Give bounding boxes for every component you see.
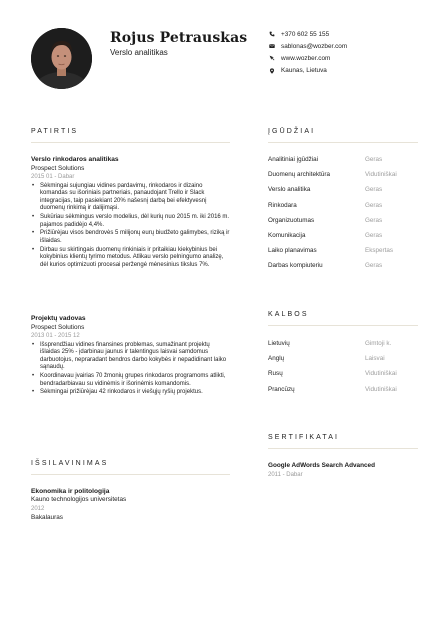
skill-row: [268, 243, 418, 258]
languages-list: [268, 336, 418, 397]
skill-name: Laiko planavimas: [268, 247, 317, 255]
language-row: [268, 382, 418, 397]
skill-level: Geras: [365, 262, 383, 270]
skill-level: Geras: [365, 232, 383, 240]
contact-email[interactable]: [268, 40, 347, 52]
email-icon: [268, 43, 275, 50]
candidate-role: Verslo analitikas: [110, 48, 168, 57]
certificate-date: 2011 - Dabar: [268, 471, 303, 478]
contact-location: [268, 65, 347, 77]
contact-phone-text: +370 602 55 155: [281, 30, 330, 38]
contact-website-text: www.wozber.com: [281, 54, 331, 62]
link-icon: [268, 55, 275, 62]
job-date: 2013 01 - 2015 12: [31, 332, 80, 339]
skill-level: Geras: [365, 156, 383, 164]
language-level: Vidutiniškai: [365, 370, 397, 378]
job-date: 2015 01 - Dabar: [31, 173, 75, 180]
language-level: Laisvai: [365, 355, 385, 363]
phone-icon: [268, 31, 275, 38]
skill-name: Analitiniai įgūdžiai: [268, 156, 319, 164]
certificates-heading: SERTIFIKATAI: [268, 434, 340, 441]
education-year: 2012: [31, 506, 45, 512]
language-row: [268, 336, 418, 351]
skill-row: [268, 258, 418, 273]
skill-row: [268, 152, 418, 167]
language-name: Rusų: [268, 370, 283, 378]
skill-level: Geras: [365, 201, 383, 209]
certificate-name: Google AdWords Search Advanced: [268, 462, 376, 469]
skill-row: [268, 213, 418, 228]
skill-level: Ekspertas: [365, 247, 393, 255]
job-bullet: • Sėkmingai prižiūrėjau 42 rinkodaros ir viešųjų ryšių projektus.: [31, 389, 231, 397]
job-bullet: • Sukūriau sėkmingus verslo modelius, dėl kurių nuo 2015 m. iki 2016 m. pajamos padidėjo 4,4%.: [31, 214, 231, 229]
language-name: Lietuvių: [268, 340, 290, 348]
job-title: Projektų vadovas: [31, 315, 86, 322]
job-title: Verslo rinkodaros analitikas: [31, 156, 119, 163]
experience-heading: PATIRTIS: [31, 128, 79, 135]
profile-photo: [31, 28, 92, 89]
job-bullets: [31, 183, 231, 270]
language-row: [268, 351, 418, 366]
skill-name: Rinkodara: [268, 201, 297, 209]
skill-name: Verslo analitika: [268, 186, 311, 194]
language-level: Gimtoji k.: [365, 340, 392, 348]
education-degree: Bakalauras: [31, 513, 63, 521]
education-divider: [31, 474, 230, 475]
skill-name: Komunikacija: [268, 232, 306, 240]
job-bullet: • Dirbau su skirtingais duomenų rinkiniais ir pritaikiau kiekybinius bei kokybinius klientų tyrimo metodus. Atlikau verslo pelningumo analizę, dėl kurios optimizuoti procesai peržengė mėnesinius tikslus 7%.: [31, 247, 231, 270]
contact-phone[interactable]: [268, 28, 347, 40]
candidate-name: Rojus Petrauskas: [110, 30, 248, 46]
job-bullets: [31, 342, 231, 398]
skill-row: [268, 167, 418, 182]
job-entry: [31, 156, 231, 271]
education-school: Kauno technologijos universitetas: [31, 496, 127, 504]
experience-divider: [31, 142, 230, 143]
contact-location-text: Kaunas, Lietuva: [281, 67, 327, 75]
job-bullet: • Sėkmingai sujungiau vidines pardavimų, rinkodaros ir dizaino komandas su išoriniais partneriais, panaudojant Trello ir Slack integracijas, taip pasiekiant 20% našesnį darbą bei efektyvesnį duomenų rinkimą ir dalijimąsi.: [31, 183, 231, 213]
job-company: Prospect Solutions: [31, 164, 85, 172]
portrait-image: [31, 28, 92, 89]
languages-divider: [268, 325, 418, 326]
education-field: Ekonomika ir politologija: [31, 488, 110, 495]
language-name: Prancūzų: [268, 385, 295, 393]
skill-level: Geras: [365, 216, 383, 224]
skill-name: Darbas kompiuteriu: [268, 262, 323, 270]
skills-list: [268, 152, 418, 274]
certificates-divider: [268, 448, 418, 449]
language-row: [268, 366, 418, 381]
skill-row: [268, 228, 418, 243]
certificate-entry: [268, 462, 375, 479]
languages-heading: KALBOS: [268, 311, 309, 318]
skill-level: Vidutiniškai: [365, 171, 397, 179]
skill-level: Geras: [365, 186, 383, 194]
language-name: Anglų: [268, 355, 285, 363]
location-icon: [268, 67, 275, 74]
contact-email-text: sablonas@wozber.com: [281, 42, 348, 50]
skill-name: Duomenų architektūra: [268, 171, 330, 179]
skill-row: [268, 198, 418, 213]
language-level: Vidutiniškai: [365, 385, 397, 393]
skill-name: Organizuotumas: [268, 216, 315, 224]
job-bullet: • Išsprendžiau vidines finansines problemas, sumažinant projektų išlaidas 25% - įdarbinau jaunus ir talentingus laisvai samdomus darbuotojus, nepraradant bendros darbo kokybės ir nepadidinant laiko sąnaudų.: [31, 342, 231, 372]
skills-heading: ĮGŪDŽIAI: [268, 128, 316, 135]
education-heading: IŠSILAVINIMAS: [31, 460, 109, 467]
contact-website[interactable]: [268, 52, 347, 64]
job-entry: [31, 315, 231, 398]
education-entry: [31, 488, 231, 522]
job-bullet: • Koordinavau įvairias 70 žmonių grupes rinkodaros programoms atlikti, bendradarbiavau su vidinėmis ir išorinėmis komandomis.: [31, 373, 231, 388]
skill-row: [268, 182, 418, 197]
contact-list: [268, 28, 347, 77]
skills-divider: [268, 142, 418, 143]
job-bullet: • Prižiūrėjau visos bendrovės 5 milijonų eurų biudžeto galimybes, riziką ir išlaidas.: [31, 230, 231, 245]
job-company: Prospect Solutions: [31, 323, 85, 331]
